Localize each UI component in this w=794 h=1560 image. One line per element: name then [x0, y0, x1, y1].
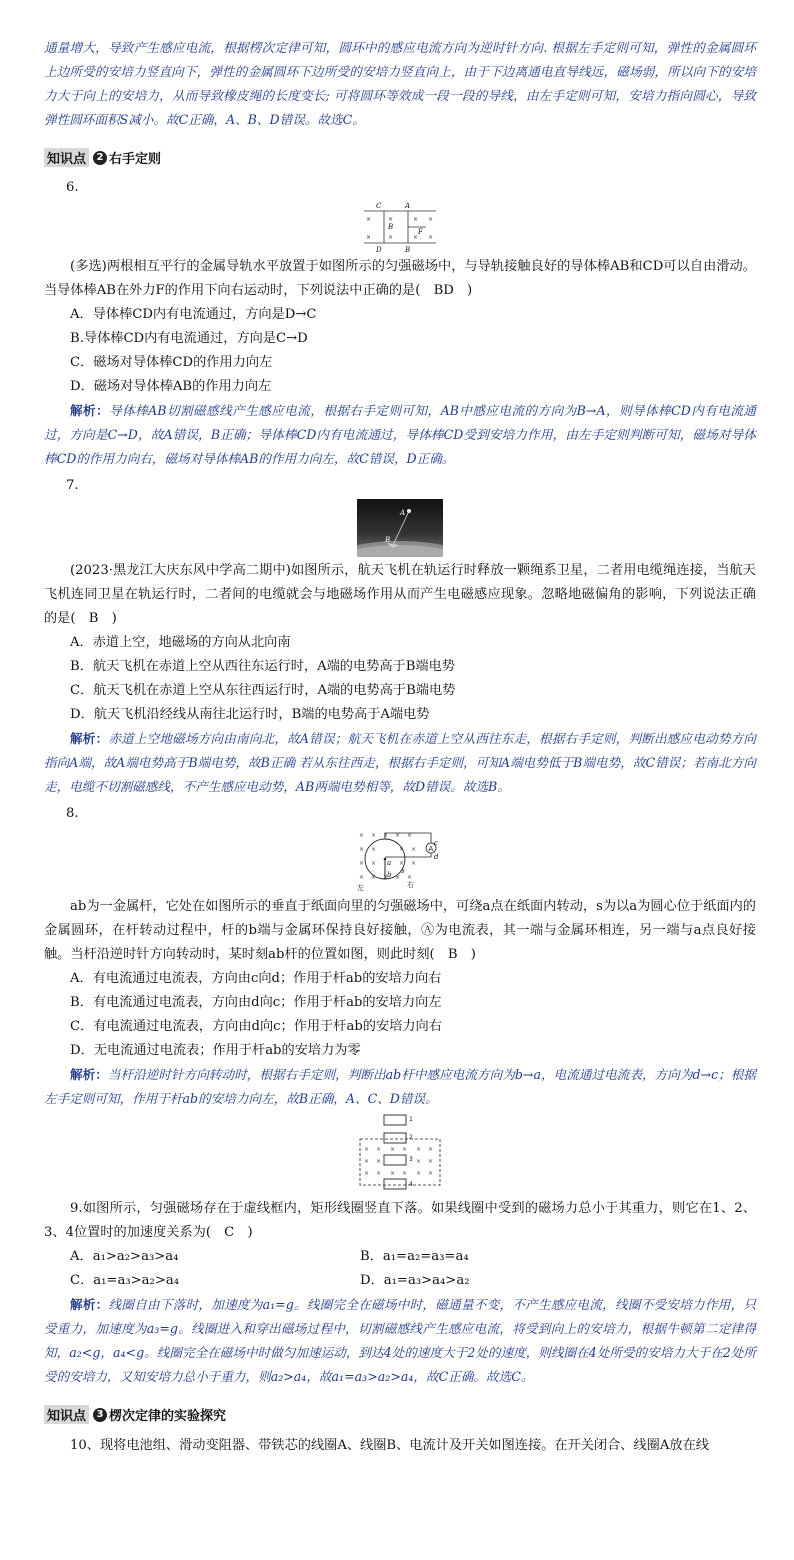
shuttle-photo [357, 499, 443, 557]
question-8-number: 8. [66, 806, 79, 821]
svg-text:×: × [366, 216, 372, 223]
label-b: B [385, 536, 391, 544]
svg-text:×: × [359, 874, 365, 881]
q9-option-a: A．a₁>a₂>a₃>a₄ [70, 1249, 179, 1264]
q8-option-d: D．无电流通过电流表；作用于杆ab的安培力为零 [70, 1043, 361, 1058]
q9-option-d: D．a₁=a₃>a₄>a₂ [360, 1273, 470, 1288]
q7-option-a: A．赤道上空，地磁场的方向从北向南 [70, 635, 291, 650]
svg-text:×: × [388, 216, 394, 223]
question-6-number: 6. [66, 180, 79, 195]
q9-solution [44, 1293, 756, 1389]
q6-figure [44, 201, 756, 253]
svg-text:×: × [428, 216, 434, 223]
q6-solution-text: 导体棒AB切割磁感线产生感应电流，根据右手定则可知，AB中感应电流的方向为B→A，则导体棒CD内有电流通过，方向是C→D，故A错误，B正确；导体棒CD内有电流通过，导体棒CD受到安培力作用，由左手定则判断可知，磁场对导体棒CD的作用力向右，磁场对导体棒AB的作用力向左，故C错误，D正确。 [44, 403, 756, 466]
svg-text:×: × [399, 860, 405, 867]
q6-solution [44, 399, 756, 471]
svg-text:×: × [376, 1146, 382, 1153]
svg-text:×: × [395, 832, 401, 839]
svg-text:×: × [359, 846, 365, 853]
label-left: 左 [357, 884, 364, 892]
q8-option-b: B．有电流通过电流表，方向由d向c；作用于杆ab的安培力向左 [70, 995, 442, 1010]
q6-option-d: D．磁场对导体棒AB的作用力向左 [70, 379, 272, 394]
falling-coil-diagram [352, 1113, 448, 1195]
position-1-label: 1 [409, 1116, 413, 1123]
svg-text:×: × [407, 874, 413, 881]
q8-solution [44, 1063, 756, 1111]
document-page [44, 36, 756, 1458]
svg-text:×: × [416, 1146, 422, 1153]
solution-label: 解析： [70, 1297, 109, 1312]
svg-text:×: × [407, 832, 413, 839]
position-4-label: 4 [409, 1181, 413, 1188]
svg-text:×: × [371, 874, 377, 881]
svg-text:×: × [359, 832, 365, 839]
svg-text:×: × [416, 1158, 422, 1165]
rails-diagram [358, 201, 442, 253]
svg-text:×: × [364, 1158, 370, 1165]
svg-text:×: × [413, 234, 419, 241]
kp-number-badge: 2 [93, 151, 107, 165]
svg-text:×: × [364, 1170, 370, 1177]
svg-text:×: × [395, 874, 401, 881]
svg-text:×: × [388, 234, 394, 241]
label-b-field: B [388, 223, 394, 231]
label-f: F [418, 228, 423, 236]
intro-solution: 通量增大，导致产生感应电流，根据楞次定律可知，圆环中的感应电流方向为逆时针方向. 根据左手定则可知，弹性的金属圆环上边所受的安培力竖直向下，弹性的金属圆环下边所受的安培力竖直向上，由于下边离通电直导线远，磁场弱，所以向下的安培力大于向上的安培力，从而导致橡皮绳的长度变长; 可将圆环等效成一段一段的导线，由左手定则可知，安培力指向圆心，导致弹性圆环面积S减小。故C正确，A、B、D错误。故选C。 [44, 40, 756, 127]
q9-figure [44, 1113, 756, 1195]
q7-option-b: B．航天飞机在赤道上空从西往东运行时，A端的电势高于B端电势 [70, 659, 455, 674]
question-8-stem: ab为一金属杆，它处在如图所示的垂直于纸面向里的匀强磁场中，可绕a点在纸面内转动，s为以a为圆心位于纸面内的金属圆环，在杆转动过程中，杆的b端与金属环保持良好接触，Ⓐ为电流表，其一端与金属环相连，另一端与a点良好接触。当杆沿逆时针方向转动时，某时刻ab杆的位置如图，则此时刻( B ) [44, 899, 756, 962]
q7-option-d: D．航天飞机沿经线从南往北运行时，B端的电势高于A端电势 [70, 707, 430, 722]
knowledge-point-2-heading [44, 148, 756, 167]
svg-text:×: × [402, 1146, 408, 1153]
label-right: 右 [407, 881, 414, 889]
q7-solution-text: 赤道上空地磁场方向由南向北，故A错误；航天飞机在赤道上空从西往东走，根据右手定则，判断出感应电动势方向指向A端，故A端电势高于B端电势，故B正确 若从东往西走，根据右手定则，可知A端电势低于B端电势，故C错误；若南北方向走，电缆不切割磁感线，不产生感应电动势，AB两端电势相等，故D错误。故选B。 [44, 731, 756, 794]
label-a: A [405, 202, 411, 210]
knowledge-point-3-heading [44, 1405, 756, 1424]
svg-text:×: × [428, 1158, 434, 1165]
q9-solution-text: 线圈自由下落时，加速度为a₁=g。线圈完全在磁场中时，磁通量不变，不产生感应电流，线圈不受安培力作用，只受重力，加速度为a₃=g。线圈进入和穿出磁场过程中，切割磁感线产生感应电流，将受到向上的安培力，根据牛顿第二定律得知，a₂<g，a₄<g。线圈完全在磁场中时做匀加速运动，到达4处的速度大于2处的速度，则线圈在4处所受的安培力大于在2处所受的安培力，又知安培力总小于重力，则a₂>a₄，故a₁=a₃>a₂>a₄，故C正确。故选C。 [44, 1297, 757, 1384]
q8-option-a: A．有电流通过电流表，方向由c向d；作用于杆ab的安培力向右 [70, 971, 442, 986]
svg-text:×: × [366, 234, 372, 241]
question-10-stem: 10、现将电池组、滑动变阻器、带铁芯的线圈A、线圈B、电流计及开关如图连接。在开关闭合、线圈A放在线 [70, 1438, 709, 1453]
label-b: b [387, 871, 392, 879]
svg-text:×: × [428, 234, 434, 241]
svg-text:×: × [376, 1158, 382, 1165]
svg-text:×: × [402, 1170, 408, 1177]
svg-text:×: × [428, 1146, 434, 1153]
label-b: B [405, 246, 411, 253]
svg-text:×: × [399, 846, 405, 853]
q7-figure [44, 499, 756, 557]
kp-title: 楞次定律的实验探究 [109, 1409, 227, 1424]
q9-option-b: B．a₁=a₂=a₃=a₄ [360, 1249, 469, 1264]
svg-text:×: × [359, 860, 365, 867]
question-7-number: 7. [66, 478, 79, 493]
kp-tag: 知识点 [44, 1405, 89, 1424]
q8-figure [44, 827, 756, 893]
solution-label: 解析： [70, 1067, 108, 1082]
svg-text:×: × [413, 216, 419, 223]
label-a: a [387, 859, 392, 867]
label-a: A [400, 509, 406, 517]
svg-text:×: × [376, 1170, 382, 1177]
svg-text:×: × [390, 1146, 396, 1153]
position-3-label: 3 [409, 1156, 413, 1163]
label-d: D [376, 246, 382, 253]
q9-options [70, 1245, 756, 1293]
rotating-rod-diagram [355, 827, 445, 893]
label-s: s [401, 867, 405, 875]
question-9-stem: 9.如图所示，匀强磁场存在于虚线框内，矩形线圈竖直下落。如果线圈中受到的磁场力总小于其重力，则它在1、2、3、4位置时的加速度关系为( C ) [44, 1201, 756, 1240]
kp-title: 右手定则 [109, 152, 162, 167]
svg-text:×: × [371, 832, 377, 839]
label-d: d [434, 853, 439, 861]
position-2-label: 2 [409, 1134, 413, 1141]
svg-text:×: × [416, 1170, 422, 1177]
q7-solution [44, 727, 756, 799]
q8-option-c: C．有电流通过电流表，方向由d向c；作用于杆ab的安培力向右 [70, 1019, 442, 1034]
q6-option-c: C．磁场对导体棒CD的作用力向左 [70, 355, 273, 370]
svg-text:×: × [371, 846, 377, 853]
q6-option-b: B.导体棒CD内有电流通过，方向是C→D [70, 331, 308, 346]
svg-text:×: × [364, 1146, 370, 1153]
svg-text:×: × [411, 860, 417, 867]
svg-text:×: × [411, 846, 417, 853]
svg-text:×: × [383, 832, 389, 839]
q9-option-c: C．a₁=a₃>a₂>a₄ [70, 1273, 180, 1288]
kp-number-badge: 3 [93, 1408, 107, 1422]
kp-tag: 知识点 [44, 148, 89, 167]
svg-text:×: × [383, 874, 389, 881]
solution-label: 解析： [70, 403, 110, 418]
q6-option-a: A．导体棒CD内有电流通过，方向是D→C [70, 307, 317, 322]
solution-label: 解析： [70, 731, 109, 746]
label-c: C [376, 202, 382, 210]
q7-option-c: C．航天飞机在赤道上空从东往西运行时，A端的电势高于B端电势 [70, 683, 456, 698]
svg-text:×: × [390, 1170, 396, 1177]
q8-solution-text: 当杆沿逆时针方向转动时，根据右手定则，判断出ab杆中感应电流方向为b→a，电流通过电流表，方向为d→c；根据左手定则可知，作用于杆ab的安培力向左，故B正确，A、C、D错误。 [44, 1067, 757, 1106]
svg-text:×: × [428, 1170, 434, 1177]
label-c: c [434, 839, 438, 847]
ammeter-label: A [428, 845, 434, 853]
question-7-stem: (2023·黑龙江大庆东风中学高二期中)如图所示，航天飞机在轨运行时释放一颗绳系卫星，二者用电缆绳连接，当航天飞机连同卫星在轨运行时，二者间的电缆就会与地磁场作用从而产生电磁感应现象。忽略地磁偏角的影响，下列说法正确的是( B ) [44, 563, 756, 626]
svg-text:×: × [371, 860, 377, 867]
question-6-stem: (多选)两根相互平行的金属导轨水平放置于如图所示的匀强磁场中，与导轨接触良好的导体棒AB和CD可以自由滑动。当导体棒AB在外力F的作用下向右运动时，下列说法中正确的是( BD ) [44, 259, 756, 298]
